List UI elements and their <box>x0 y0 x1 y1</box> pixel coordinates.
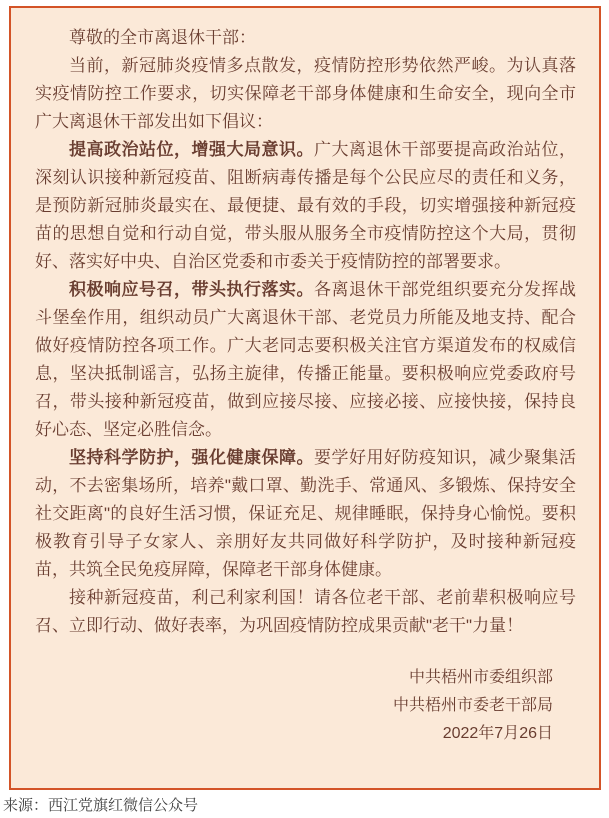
paragraph-lead: 积极响应号召，带头执行落实。 <box>69 280 314 299</box>
paragraph-text: 要学好用好防疫知识，减少聚集活动，不去密集场所，培养"戴口罩、勤洗手、常通风、多锻炼、保持安全社交距离"的良好生活习惯，保证充足、规律睡眠，保持身心愉悦。要积极教育引导子女家人、亲朋好友共同做好科学防护，及时接种新冠疫苗，共筑全民免疫屏障，保障老干部身体健康。 <box>35 448 576 579</box>
paragraph-initiative-3 <box>35 444 576 584</box>
paragraph-text: 接种新冠疫苗，利己利家利国！请各位老干部、老前辈积极响应号召、立即行动、做好表率，为巩固疫情防控成果贡献"老干"力量！ <box>35 588 576 635</box>
signature-line-org-2: 中共梧州市委老干部局 <box>392 697 553 714</box>
paragraph-text: 广大离退休干部要提高政治站位，深刻认识接种新冠疫苗、阻断病毒传播是每个公民应尽的责任和义务，是预防新冠肺炎最实在、最便捷、最有效的手段，切实增强接种新冠疫苗的思想自觉和行动自觉，带头服从服务全市疫情防控这个大局，贯彻好、落实好中央、自治区党委和市委关于疫情防控的部署要求。 <box>35 140 576 271</box>
source-line: 来源：西江党旗红微信公众号 <box>3 797 199 814</box>
paragraph-closing <box>35 584 576 640</box>
paragraph-initiative-2 <box>35 276 576 444</box>
greeting: 尊敬的全市离退休干部： <box>69 28 256 47</box>
notice-box <box>9 6 601 790</box>
paragraph-text: 各离退休干部党组织要充分发挥战斗堡垒作用，组织动员广大离退休干部、老党员力所能及地支持、配合做好疫情防控各项工作。广大老同志要积极关注官方渠道发布的权威信息，坚决抵制谣言，弘扬主旋律，传播正能量。要积极响应党委政府号召，带头接种新冠疫苗，做到应接尽接、应接必接、应接快接，保持良好心态、坚定必胜信念。 <box>35 280 576 439</box>
paragraph-initiative-1 <box>35 136 576 276</box>
signature-line-org-1: 中共梧州市委组织部 <box>408 669 553 686</box>
paragraph-lead: 提高政治站位，增强大局意识。 <box>69 140 314 159</box>
signature-block <box>35 664 553 748</box>
paragraph-intro <box>35 52 576 136</box>
signature-date: 2022年7月26日 <box>442 725 553 742</box>
paragraph-text: 当前，新冠肺炎疫情多点散发，疫情防控形势依然严峻。为认真落实疫情防控工作要求，切实保障老干部身体健康和生命安全，现向全市广大离退休干部发出如下倡议： <box>35 56 576 131</box>
paragraph-lead: 坚持科学防护，强化健康保障。 <box>69 448 314 467</box>
